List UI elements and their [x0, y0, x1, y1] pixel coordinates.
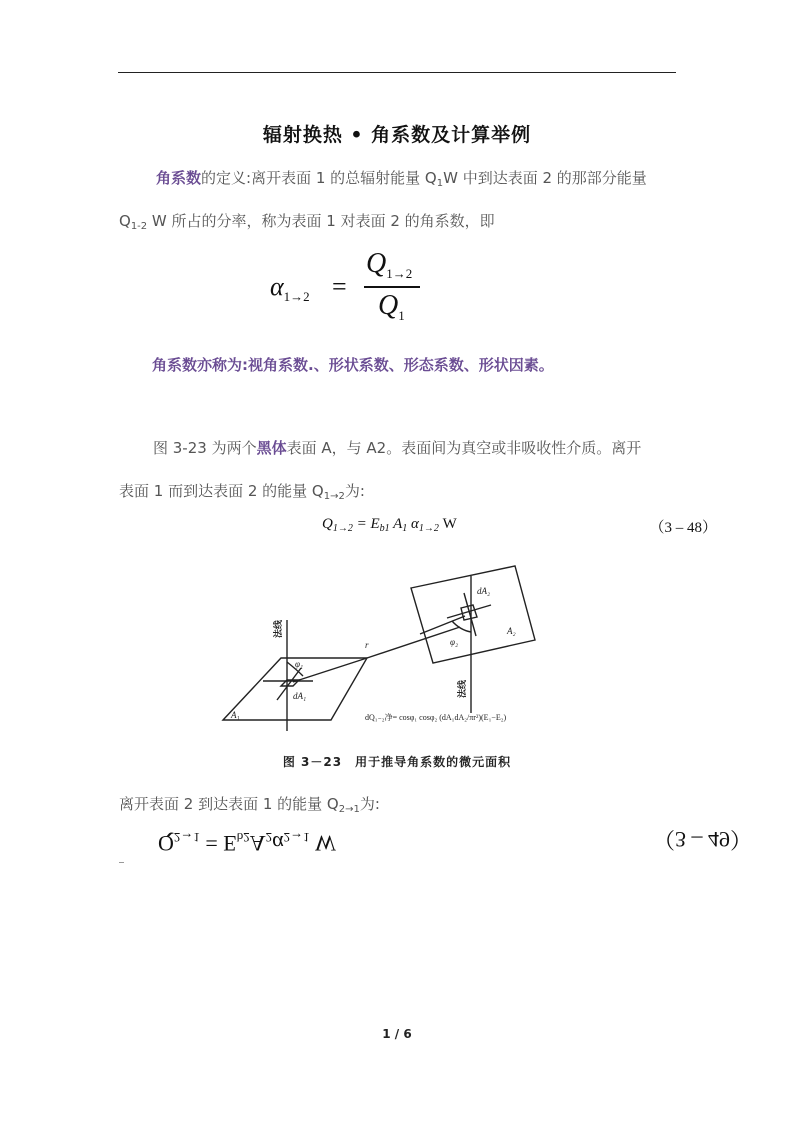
subscript: 2→1 [338, 804, 360, 815]
surface-a2-shape [411, 566, 535, 663]
keyword-link-view-factor[interactable]: 角系数 [156, 169, 202, 187]
view-factor-formula [270, 248, 440, 326]
definition-paragraph-line2 [119, 211, 679, 237]
text: 图 3-23 为两个 [153, 439, 257, 457]
figure-caption: 图 3－23 用于推导角系数的微元面积 [282, 755, 512, 769]
text: 为: [359, 795, 380, 813]
subscript: 1→2 [323, 491, 345, 502]
formula-denominator: $Q_1$ [378, 290, 405, 323]
text: 的定义:离开表面 1 的总辐射能量 Q [201, 169, 437, 187]
figure-intro-line2 [119, 481, 679, 507]
text: 表面 A，与 A2。表面间为真空或非吸收性介质。离开 [286, 439, 642, 457]
text: 表面 1 而到达表面 2 的能量 Q [119, 482, 324, 500]
label-da2: dA₂ [477, 586, 491, 596]
subscript: 1-2 [130, 221, 148, 232]
differential-formula: dQ₁₋₂净= cosφ₁ cosφ₂ (dA₁dA₂/πr²)(E₁−E₂) [365, 713, 507, 722]
page-indicator: 1 / 6 [382, 1027, 412, 1041]
label-phi2: φ₂ [450, 637, 459, 647]
alias-paragraph: 角系数亦称为:视角系数.、形状系数、形态系数、形状因素。 [152, 356, 554, 374]
label-normal-1: 法线 [274, 619, 284, 638]
label-a2: A₂ [507, 626, 516, 636]
equation-number: （3 – 48） [649, 520, 717, 536]
fraction-bar [364, 286, 420, 288]
reverse-energy-paragraph [119, 794, 679, 820]
label-normal-2: 法线 [458, 679, 468, 698]
formula-equals: = [332, 272, 347, 301]
equation-body: $Q_{2\to 1} = E_{b2}A_2\alpha_{2\to 1}$ W [158, 830, 336, 856]
text: 为: [344, 482, 365, 500]
equation-3-48 [322, 516, 717, 540]
page-title: 辐射换热 • 角系数及计算举例 [262, 124, 532, 146]
equation-body: $Q_{1\to 2} = E_{b1}$ $A_1$ $\alpha_{1\to 2}$ W [322, 516, 457, 534]
label-da1: dA₁ [293, 691, 307, 701]
formula-lhs: $\alpha_{1\to 2}$ [270, 272, 310, 304]
keyword-link-blackbody[interactable]: 黑体 [256, 439, 287, 457]
text: W 中到达表面 2 的那部分能量 [443, 169, 647, 187]
stray-mark [119, 862, 124, 863]
label-r: r [365, 640, 369, 650]
label-a1: A₁ [231, 710, 240, 720]
formula-numerator: $Q_{1\to 2}$ [366, 248, 413, 281]
equation-number: （3 – 49） [652, 827, 752, 852]
label-phi1: φ₁ [295, 659, 304, 669]
text: 离开表面 2 到达表面 1 的能量 Q [119, 795, 339, 813]
text: W 所占的分率，称为表面 1 对表面 2 的角系数，即 [147, 212, 495, 230]
subscript: 1 [436, 178, 444, 189]
definition-paragraph-line1 [119, 168, 679, 194]
header-rule [118, 72, 676, 73]
text: Q [119, 212, 131, 230]
figure-intro-line1 [119, 438, 679, 458]
view-factor-diagram [215, 548, 600, 738]
equation-3-49-flipped [158, 826, 758, 856]
